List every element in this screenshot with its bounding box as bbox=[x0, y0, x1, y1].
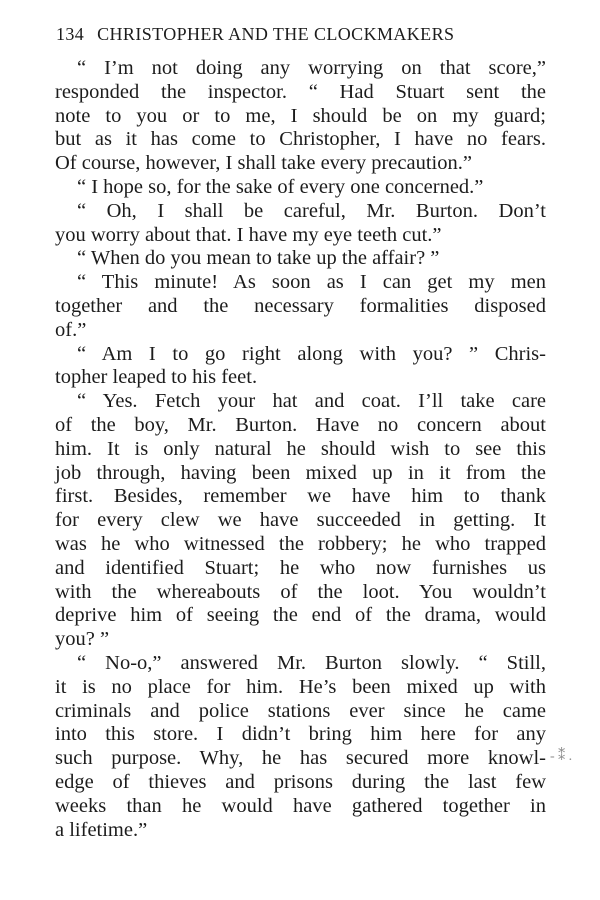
text-line: it is no place for him. He’s been mixed up with bbox=[55, 675, 546, 698]
text-line: “ I hope so, for the sake of every one concerned.” bbox=[77, 175, 484, 198]
text-line: “ No-o,” answered Mr. Burton slowly. “ Still, bbox=[77, 651, 546, 674]
text-line: him. It is only natural he should wish to see this bbox=[55, 437, 546, 460]
page-number: 134 bbox=[56, 24, 85, 44]
text-line: criminals and police stations ever since he came bbox=[55, 699, 546, 722]
text-line: but as it has come to Christopher, I have no fears. bbox=[55, 128, 546, 151]
text-line: into this store. I didn’t bring him here for any bbox=[55, 723, 546, 746]
text-line: together and the necessary formalities disposed bbox=[55, 294, 546, 317]
text-line: “ Yes. Fetch your hat and coat. I’ll take care bbox=[77, 390, 546, 413]
text-line: a lifetime.” bbox=[55, 818, 148, 841]
text-line: “ Oh, I shall be careful, Mr. Burton. Don’t bbox=[77, 199, 546, 222]
text-line: Of course, however, I shall take every precaution.” bbox=[55, 152, 472, 175]
text-line: first. Besides, remember we have him to thank bbox=[55, 485, 546, 508]
text-line: you? ” bbox=[55, 628, 110, 651]
running-title: CHRISTOPHER AND THE CLOCKMAKERS bbox=[97, 24, 455, 44]
text-line: “ This minute! As soon as I can get my men bbox=[77, 271, 546, 294]
text-line: deprive him of seeing the end of the drama, would bbox=[55, 604, 546, 627]
text-line: was he who witnessed the robbery; he who trapped bbox=[55, 532, 546, 555]
text-line: of the boy, Mr. Burton. Have no concern about bbox=[55, 413, 546, 436]
text-line: job through, having been mixed up in it from the bbox=[55, 461, 546, 484]
text-line: “ I’m not doing any worrying on that score,” bbox=[77, 57, 546, 79]
text-line: with the whereabouts of the loot. You wouldn’t bbox=[55, 580, 546, 603]
body-text bbox=[55, 57, 546, 842]
text-line: responded the inspector. “ Had Stuart sent the bbox=[55, 80, 546, 103]
text-line: “ Am I to go right along with you? ” Chris- bbox=[77, 342, 546, 365]
text-line: “ When do you mean to take up the affair? ” bbox=[77, 247, 440, 270]
text-line: note to you or to me, I should be on my guard; bbox=[55, 104, 546, 127]
text-line: such purpose. Why, he has secured more knowl- bbox=[55, 747, 546, 770]
running-head bbox=[56, 22, 546, 46]
text-line: of.” bbox=[55, 318, 87, 341]
text-line: weeks than he would have gathered together in bbox=[55, 794, 546, 817]
margin-mark: - ⁑ . bbox=[550, 749, 573, 764]
text-line: you worry about that. I have my eye teeth cut.” bbox=[55, 223, 442, 246]
text-line: and identified Stuart; he who now furnishes us bbox=[55, 556, 546, 579]
text-line: topher leaped to his feet. bbox=[55, 366, 258, 389]
text-line: for every clew we have succeeded in getting. It bbox=[55, 509, 546, 532]
text-line: edge of thieves and prisons during the last few bbox=[55, 770, 546, 793]
